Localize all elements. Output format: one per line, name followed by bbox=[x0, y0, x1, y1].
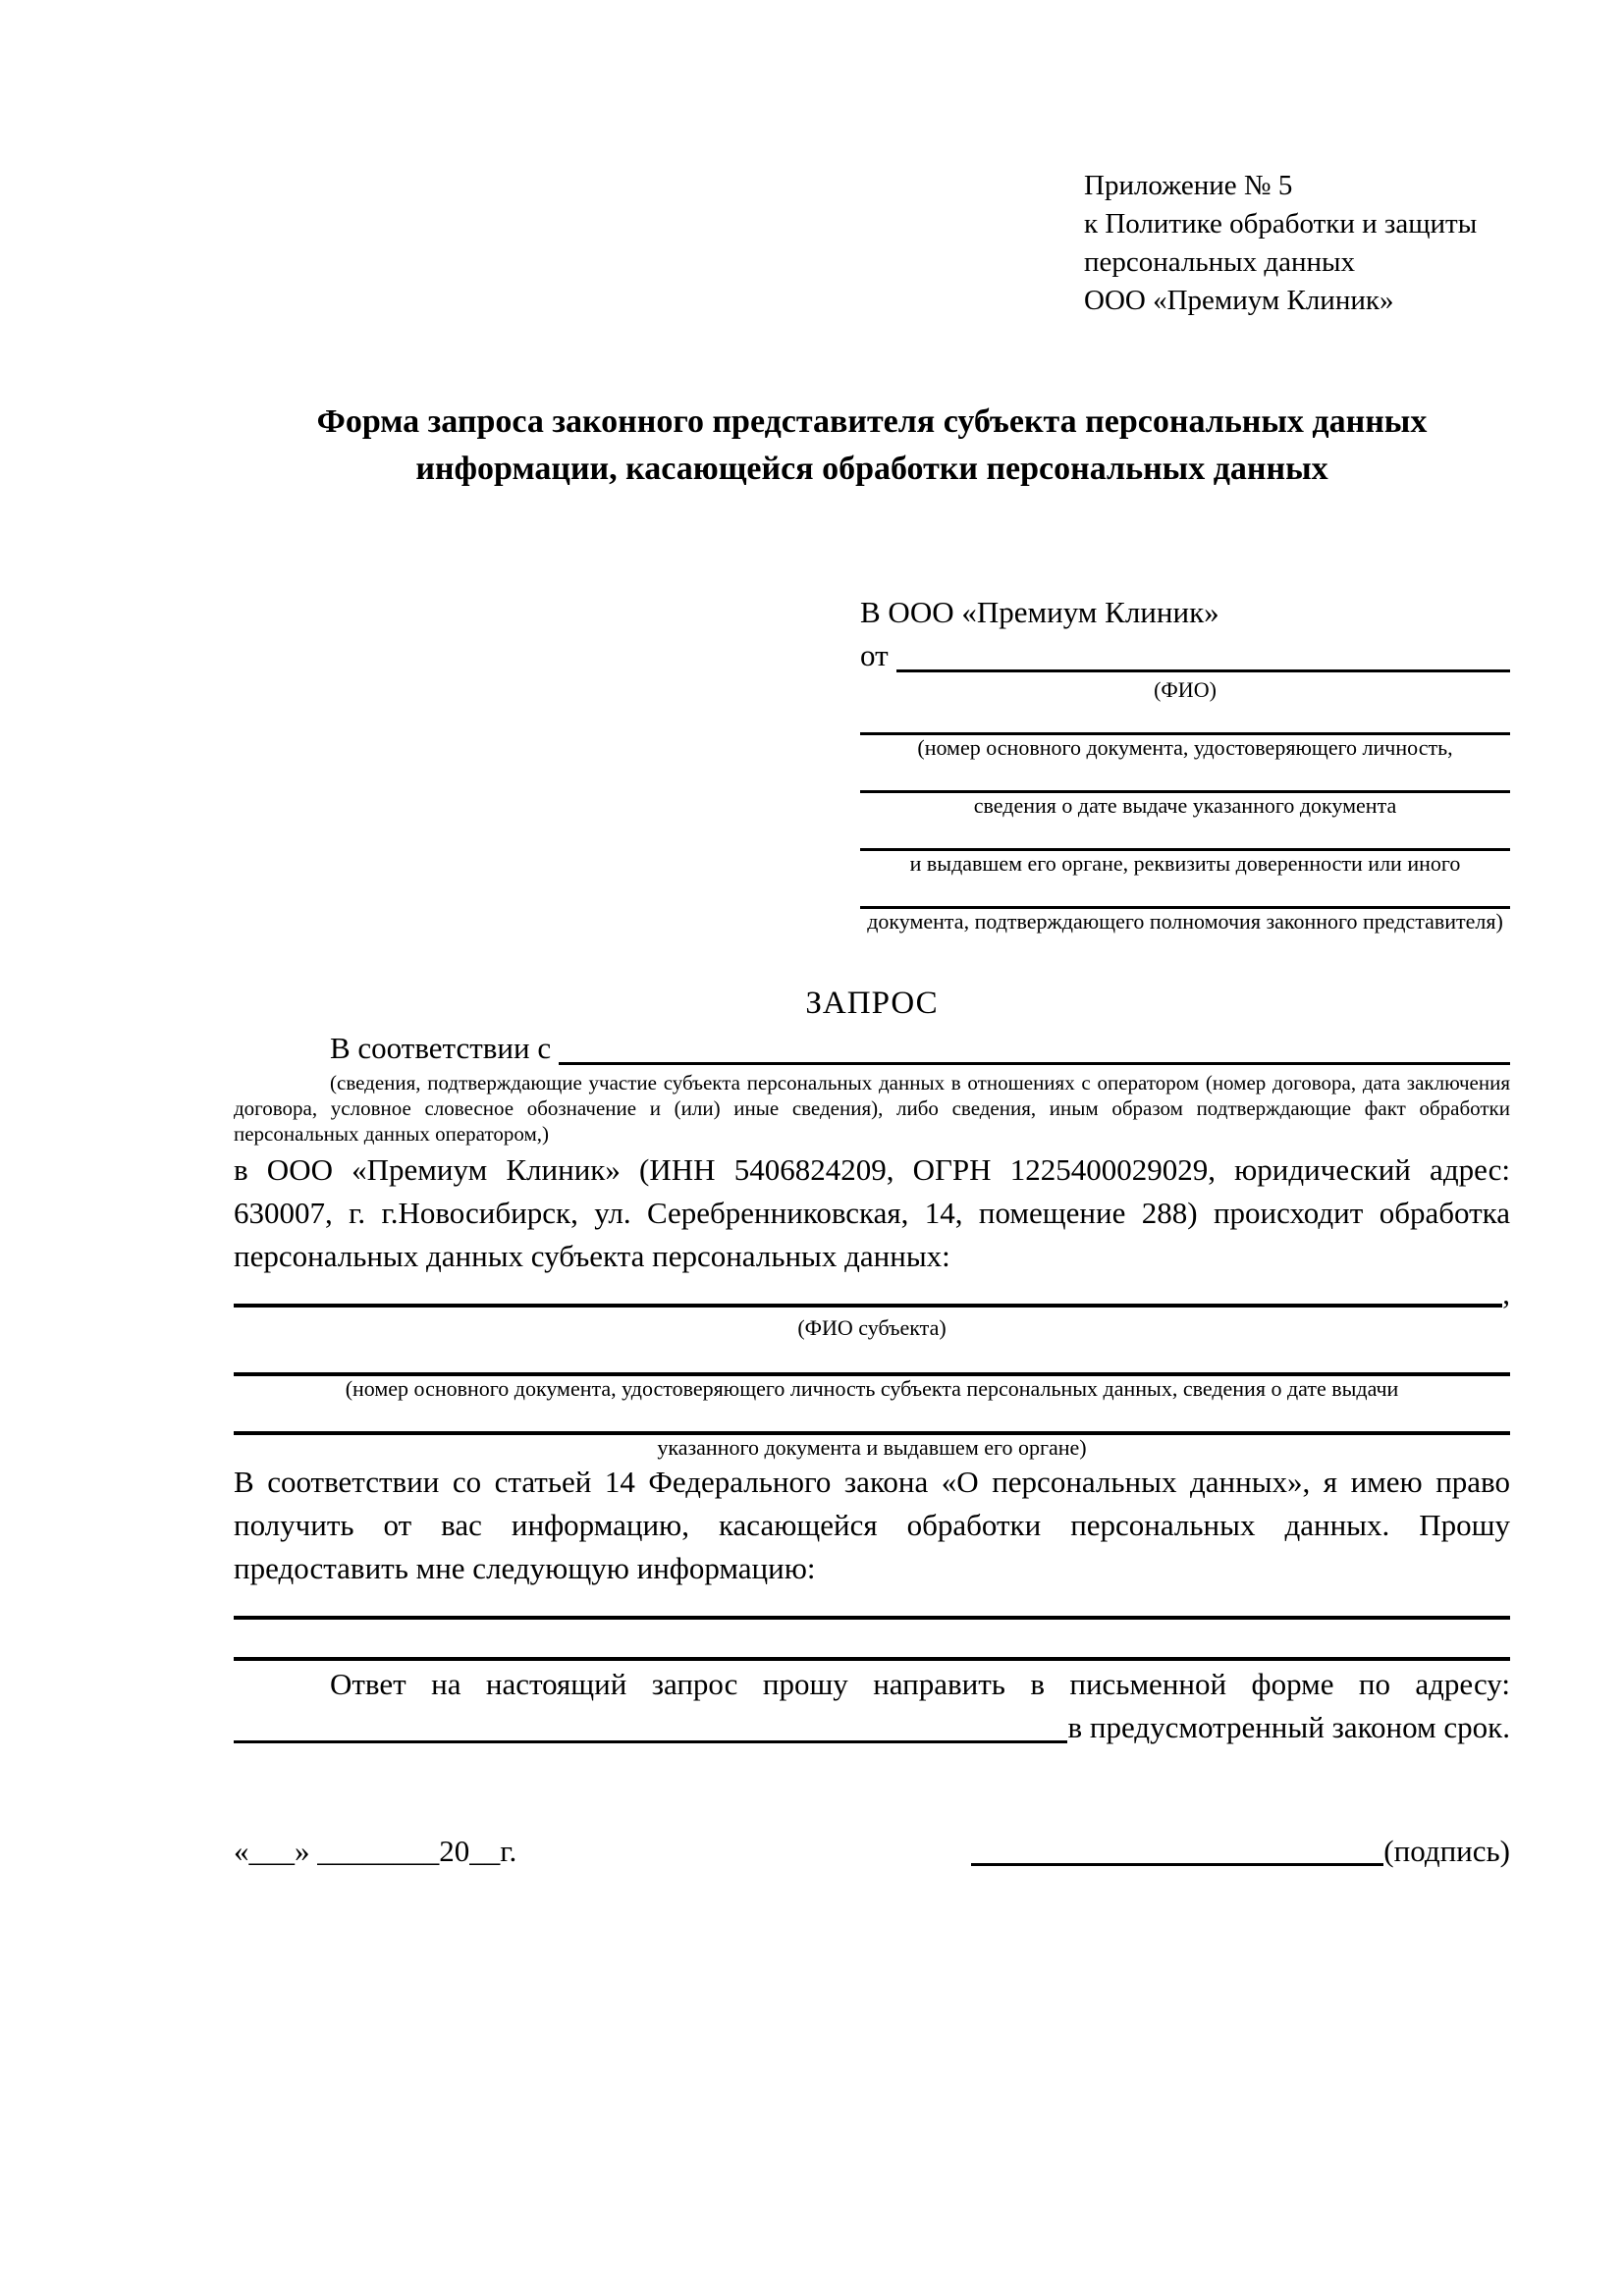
appendix-line: персональных данных bbox=[1084, 246, 1356, 278]
info-blank-field-2 bbox=[234, 1657, 1510, 1661]
addressee-to: В ООО «Премиум Клиник» bbox=[860, 595, 1219, 629]
trailing-comma: , bbox=[1502, 1276, 1510, 1310]
law-paragraph: В соответствии со статьей 14 Федерального закона «О персональных данных», я имею право получить от вас информацию, касающейся обработки персональных данных. Прошу предоставить мне следующую информацию: bbox=[234, 1465, 1510, 1585]
reply-address-blank-field bbox=[234, 1740, 1067, 1743]
document-title-line1: Форма запроса законного представителя субъекта персональных данных bbox=[316, 403, 1428, 440]
from-label: от bbox=[860, 638, 889, 672]
field-caption: сведения о дате выдаче указанного документа bbox=[973, 793, 1397, 818]
doc-authority-blank-field bbox=[860, 877, 1510, 909]
document-title-line2: информации, касающейся обработки персональных данных bbox=[415, 451, 1328, 487]
intro-line bbox=[234, 1027, 1510, 1070]
signature-caption: (подпись) bbox=[1383, 1834, 1510, 1868]
intro-caption: (сведения, подтверждающие участие субъекта персональных данных в отношениях с оператором (номер договора, дата заключения договора, условное словесное обозначение и (или) иные сведения), либо сведения, иным образом подтверждающие факт обработки персональных данных оператором,) bbox=[234, 1071, 1510, 1146]
info-blank-field-1 bbox=[234, 1616, 1510, 1620]
doc-date-blank-field bbox=[860, 761, 1510, 793]
field-caption: (номер основного документа, удостоверяющего личность, bbox=[917, 735, 1453, 760]
appendix-line: ООО «Премиум Клиник» bbox=[1084, 285, 1394, 316]
operator-paragraph: в ООО «Премиум Клиник» (ИНН 5406824209, ОГРН 1225400029029, юридический адрес: 630007, г. г.Новосибирск, ул. Серебренниковская, 14, помещение 288) происходит обработка персональных данных субъекта персональных данных: bbox=[234, 1152, 1510, 1273]
field-caption: и выдавшем его органе, реквизиты доверенности или иного bbox=[909, 851, 1461, 876]
subject-doc-caption1: (номер основного документа, удостоверяющего личность субъекта персональных данных, сведения о дате выдачи bbox=[345, 1376, 1399, 1401]
subject-doc-caption2: указанного документа и выдавшем его органе) bbox=[657, 1435, 1087, 1460]
intro-label: В соответствии с bbox=[330, 1031, 552, 1065]
appendix-header bbox=[1084, 167, 1510, 320]
from-blank-field bbox=[896, 669, 1510, 672]
signature-row bbox=[234, 1830, 1510, 1873]
appendix-line: Приложение № 5 bbox=[1084, 170, 1293, 201]
addressee-block bbox=[860, 591, 1510, 934]
intro-blank-field bbox=[559, 1062, 1510, 1065]
appendix-line: к Политике обработки и защиты bbox=[1084, 208, 1478, 240]
doc-issuer-blank-field bbox=[860, 819, 1510, 851]
reply-paragraph: Ответ на настоящий запрос прошу направить в письменной форме по адресу: bbox=[330, 1667, 1510, 1701]
reply-tail: в предусмотренный законом срок. bbox=[1067, 1710, 1510, 1744]
signature-area bbox=[971, 1830, 1510, 1873]
fio-caption: (ФИО) bbox=[1154, 677, 1217, 702]
reply-address-line bbox=[234, 1706, 1510, 1749]
addressee-from-line bbox=[860, 634, 1510, 677]
signature-blank-field bbox=[971, 1863, 1383, 1866]
document-title bbox=[234, 399, 1510, 493]
subject-fio-line bbox=[234, 1278, 1510, 1315]
doc-number-blank-field bbox=[860, 703, 1510, 735]
subject-fio-blank-field bbox=[234, 1304, 1502, 1308]
date-line: «___» ________20__г. bbox=[234, 1834, 517, 1868]
subject-fio-caption: (ФИО субъекта) bbox=[797, 1315, 947, 1340]
field-caption: документа, подтверждающего полномочия законного представителя) bbox=[867, 909, 1503, 934]
request-heading: ЗАПРОС bbox=[805, 986, 939, 1021]
